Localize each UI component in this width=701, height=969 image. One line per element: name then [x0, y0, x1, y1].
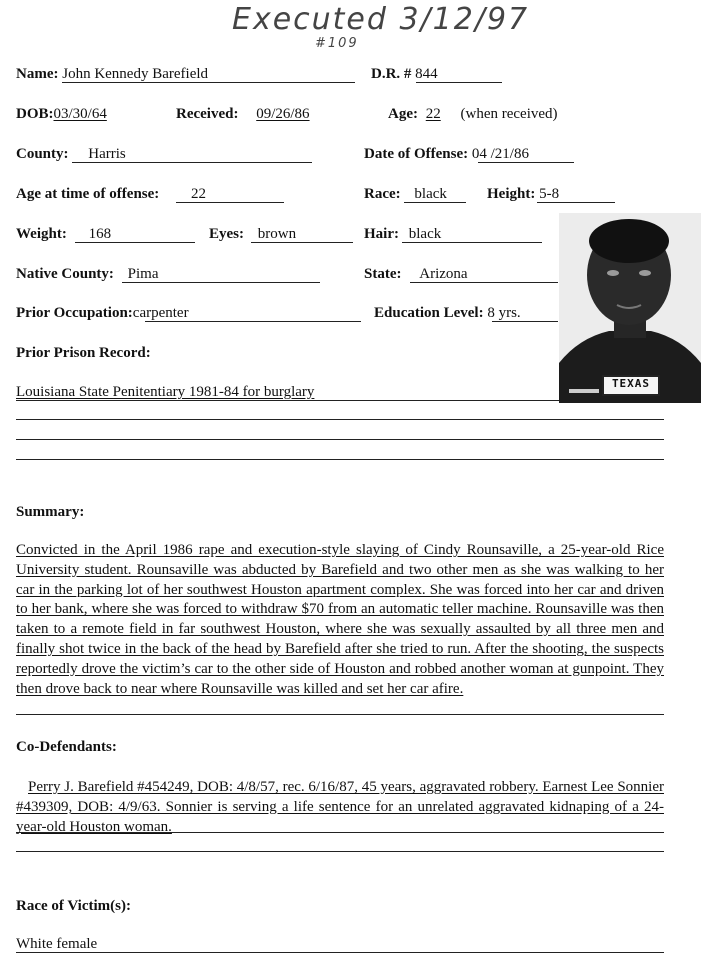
- prior-record-line-3: [16, 439, 664, 440]
- occupation-row: [16, 305, 189, 322]
- received-row: [176, 106, 310, 123]
- age-value: 22: [425, 106, 441, 122]
- age-offense-underline: [176, 202, 284, 203]
- hair-underline: [402, 242, 542, 243]
- offense-date-value: 04 /21/86: [471, 146, 529, 162]
- occupation-underline: [145, 321, 361, 322]
- state-value: Arizona: [419, 266, 468, 282]
- weight-row: [16, 226, 111, 243]
- prior-record-line-2: [16, 419, 664, 420]
- county-label: County:: [16, 146, 69, 162]
- received-label: Received:: [176, 106, 239, 122]
- weight-underline: [75, 242, 195, 243]
- codefendants-heading: Co-Defendants:: [16, 739, 117, 755]
- victim-race-heading: Race of Victim(s):: [16, 898, 131, 914]
- codefendants-line-2: [16, 851, 664, 852]
- native-county-value: Pima: [127, 266, 159, 282]
- offense-date-row: [364, 146, 529, 163]
- county-value: Harris: [88, 146, 126, 162]
- dr-value: 844: [415, 66, 438, 82]
- height-value: 5-8: [539, 186, 560, 202]
- height-underline: [537, 202, 615, 203]
- summary-heading: Summary:: [16, 504, 85, 520]
- summary-end-line: [16, 714, 664, 715]
- education-underline: [492, 321, 558, 322]
- victim-race-value: White female: [16, 936, 98, 952]
- offense-date-label: Date of Offense:: [364, 146, 469, 162]
- prior-record-line-4: [16, 459, 664, 460]
- handwritten-execution-number: #109: [315, 36, 359, 51]
- race-value: black: [414, 186, 447, 202]
- height-row: [487, 186, 559, 203]
- age-note: (when received): [460, 106, 558, 122]
- prior-record-label: Prior Prison Record:: [16, 345, 151, 361]
- dob-value: 03/30/64: [53, 106, 107, 122]
- age-row: [388, 106, 558, 123]
- eyes-value: brown: [257, 226, 297, 242]
- native-county-label: Native County:: [16, 266, 114, 282]
- name-row: [16, 66, 208, 83]
- hair-row: [364, 226, 441, 243]
- state-row: [364, 266, 468, 283]
- offense-date-underline: [478, 162, 574, 163]
- codefendants-line-1: [16, 832, 664, 833]
- hair-label: Hair:: [364, 226, 399, 242]
- eyes-label: Eyes:: [209, 226, 244, 242]
- dob-row: [16, 106, 132, 123]
- weight-label: Weight:: [16, 226, 67, 242]
- eyes-underline: [251, 242, 353, 243]
- texas-placard: TEXAS: [611, 377, 651, 390]
- name-underline: [62, 82, 355, 83]
- education-label: Education Level:: [374, 305, 484, 321]
- native-county-row: [16, 266, 159, 283]
- occupation-value: carpenter: [132, 305, 189, 321]
- victim-race-underline: [16, 952, 664, 953]
- race-row: [364, 186, 447, 203]
- weight-value: 168: [88, 226, 112, 242]
- codefendants-text: Perry J. Barefield #454249, DOB: 4/8/57, rec. 6/16/87, 45 years, aggravated robbery. Earnest Lee Sonnier #439309, DOB: 4/9/63. Sonnier is serving a life sentence for an unrelated aggravated kidnaping of a 24-year-old Houston woman.: [16, 779, 664, 835]
- native-county-underline: [122, 282, 320, 283]
- dr-label: D.R. #: [371, 66, 412, 82]
- summary-text: Convicted in the April 1986 rape and execution-style slaying of Cindy Rounsaville, a 25-year-old Rice University student. Rounsaville was abducted by Barefield and two other men as she was walking to her car in the parking lot of her southwest Houston apartment complex. She was forced into her car and driven to her bank, where she was forced to withdraw $70 from an automatic teller machine. Rounsaville was then taken to a remote field in far southwest Houston, where she was sexually assaulted by all three men and finally shot twice in the back of the head by Barefield after she tried to run. After the shooting, the suspects reportedly drove the victim’s car to the other side of Houston and robbed another woman at gunpoint. They then drove back to near where Rounsaville was killed and set her car afire.: [16, 542, 664, 697]
- dr-underline: [416, 82, 502, 83]
- county-row: [16, 146, 126, 163]
- state-underline: [410, 282, 558, 283]
- age-offense-label: Age at time of offense:: [16, 186, 160, 202]
- prior-record-value: Louisiana State Penitentiary 1981-84 for burglary: [16, 384, 315, 400]
- hair-value: black: [408, 226, 442, 242]
- education-row: [374, 305, 521, 322]
- race-label: Race:: [364, 186, 401, 202]
- age-offense-value: 22: [191, 186, 207, 202]
- occupation-label: Prior Occupation:: [16, 305, 133, 321]
- state-label: State:: [364, 266, 402, 282]
- name-value: John Kennedy Barefield: [62, 66, 209, 82]
- handwritten-executed-note: Executed 3/12/97: [232, 2, 530, 37]
- county-underline: [72, 162, 312, 163]
- race-underline: [404, 202, 466, 203]
- received-value: 09/26/86: [256, 106, 310, 122]
- dr-row: [371, 66, 438, 83]
- education-value: 8 yrs.: [487, 305, 521, 321]
- age-label: Age:: [388, 106, 418, 122]
- name-label: Name:: [16, 66, 59, 82]
- dob-label: DOB:: [16, 106, 54, 122]
- height-label: Height:: [487, 186, 536, 202]
- age-offense-row: [16, 186, 206, 203]
- inmate-portrait-graphic: [559, 213, 701, 403]
- eyes-row: [209, 226, 296, 243]
- inmate-photo: [559, 213, 701, 403]
